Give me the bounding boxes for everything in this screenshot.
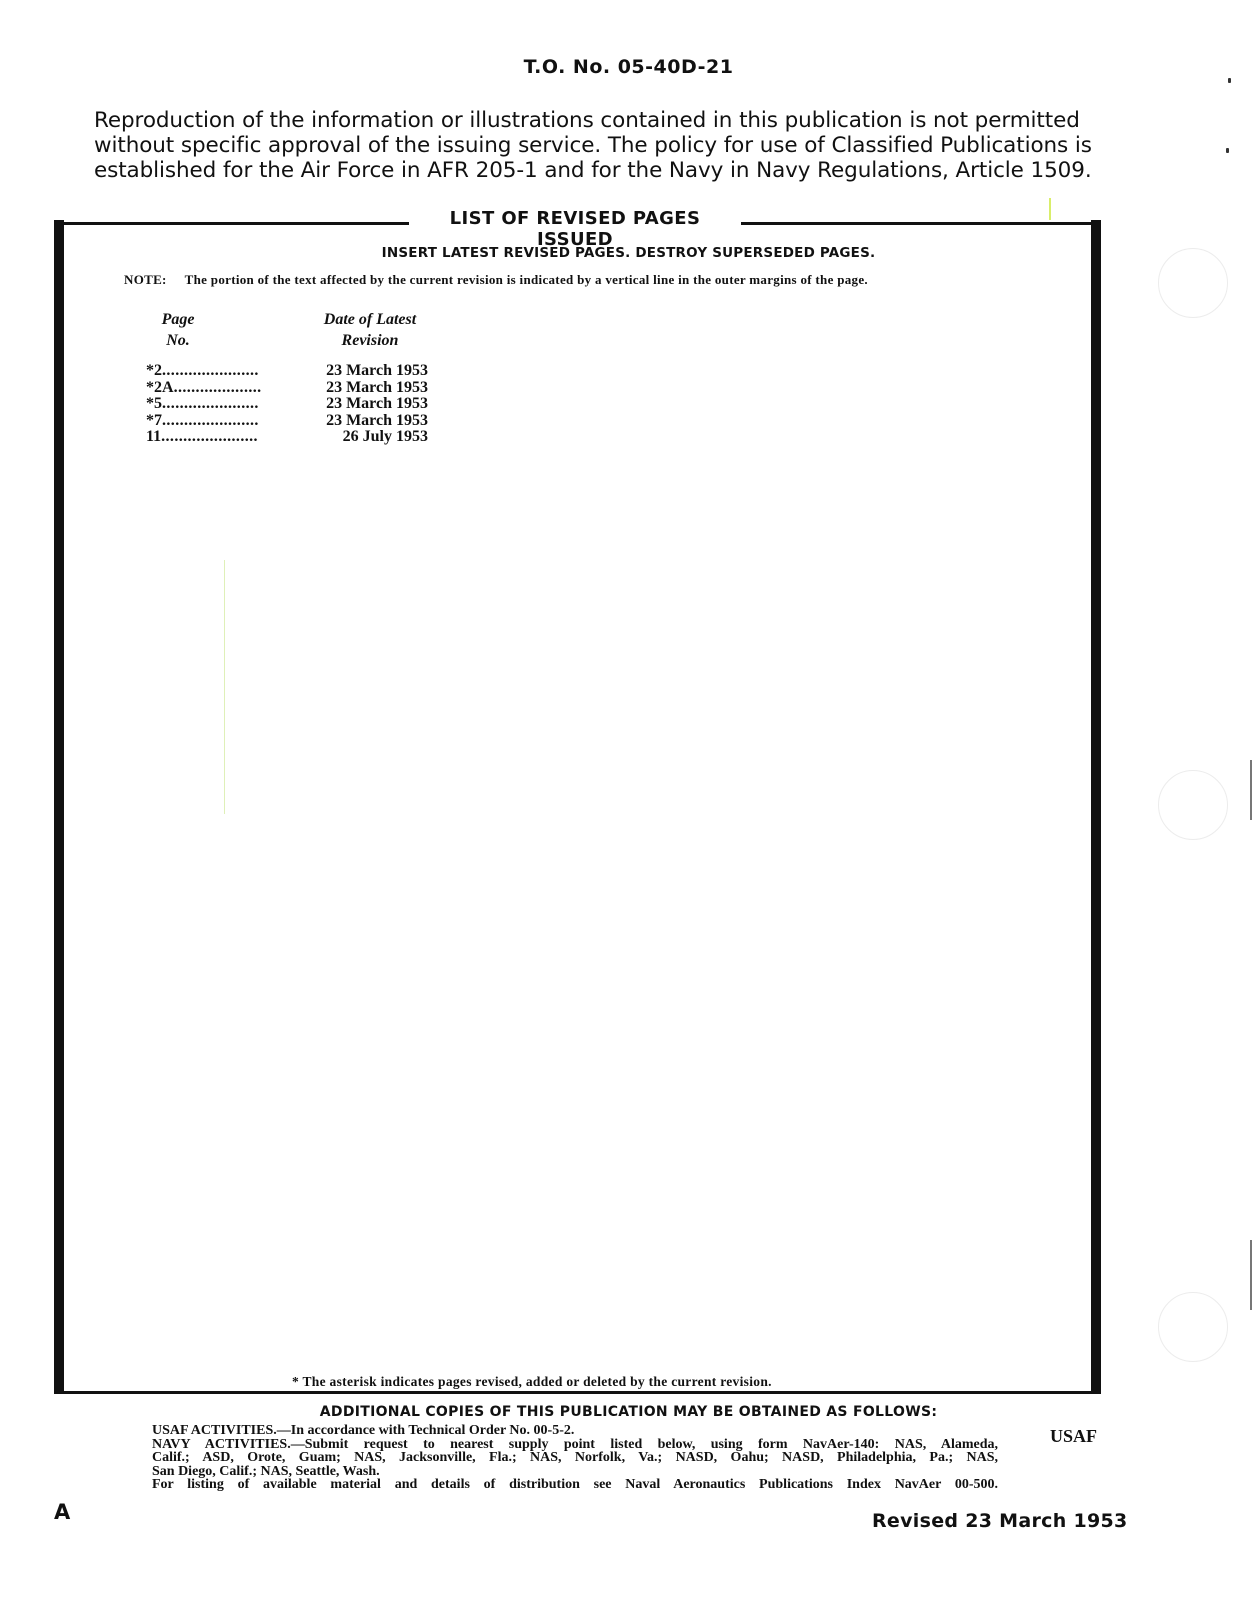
revision-note: [124, 272, 868, 288]
column-header-date: [310, 309, 430, 351]
list-item: [146, 429, 428, 446]
revised-date: Revised 23 March 1953: [872, 1510, 1128, 1532]
reproduction-notice: [94, 108, 1092, 183]
document-number: T.O. No. 05-40D-21: [523, 56, 734, 78]
column-header-page: [152, 309, 204, 351]
distribution-notice: [152, 1424, 998, 1492]
dot-leader: ......................: [162, 363, 259, 379]
reproduction-notice-line: without specific approval of the issuing service. The policy for use of Classified Publications is: [94, 133, 1092, 158]
insert-instruction: INSERT LATEST REVISED PAGES. DESTROY SUPERSEDED PAGES.: [381, 245, 876, 261]
revision-date: 26 July 1953: [342, 428, 428, 445]
distribution-line: San Diego, Calif.; NAS, Seattle, Wash.: [152, 1463, 380, 1479]
list-item: [146, 413, 428, 430]
page-letter: A: [54, 1500, 71, 1524]
usaf-label: USAF: [1050, 1426, 1098, 1446]
punch-hole: [1158, 770, 1228, 840]
highlighter-streak: [1049, 198, 1051, 220]
dot-leader: ....................: [173, 379, 262, 396]
distribution-line: For listing of available material and details of distribution see Naval Aeronautics Publications Index NavAer 00-500.: [152, 1477, 998, 1492]
revised-pages-list: [146, 363, 428, 446]
dot-leader: ......................: [162, 396, 259, 412]
page-number: *7: [146, 411, 162, 429]
paper-speck: [1228, 78, 1231, 83]
revision-date: 23 March 1953: [326, 378, 428, 396]
revision-date: 23 March 1953: [326, 411, 428, 429]
reproduction-notice-line: Reproduction of the information or illustrations contained in this publication is not permitted: [94, 108, 1080, 133]
paper-speck: [1226, 148, 1229, 153]
list-item: [146, 363, 428, 380]
box-top-rule-left: [54, 222, 409, 225]
dot-leader: ......................: [161, 429, 258, 445]
distribution-line: USAF ACTIVITIES.—In accordance with Technical Order No. 00-5-2.: [152, 1423, 575, 1438]
column-header-date-line: Date of Latest: [323, 311, 417, 328]
distribution-line: NAVY ACTIVITIES.—Submit request to nearest supply point listed below, using form NavAer-140: NAS, Alameda,: [152, 1436, 998, 1452]
edge-shadow: [1250, 1240, 1252, 1310]
column-header-date-line: Revision: [341, 332, 399, 349]
reproduction-notice-line: established for the Air Force in AFR 205-1 and for the Navy in Navy Regulations, Article 1509.: [94, 158, 1092, 183]
revision-date: 23 March 1953: [326, 362, 428, 379]
punch-hole: [1158, 248, 1228, 318]
box-top-rule-right: [741, 222, 1101, 225]
page-number: *2A: [146, 378, 174, 396]
note-label: NOTE:: [124, 272, 167, 287]
punch-hole: [1158, 1292, 1228, 1362]
page-number: *5: [146, 395, 162, 412]
column-header-page-line: No.: [166, 332, 190, 349]
note-text: The portion of the text affected by the current revision is indicated by a vertical line in the outer margins of the page.: [184, 272, 868, 287]
list-item: [146, 396, 428, 413]
page-number: *2: [146, 362, 162, 379]
list-item: [146, 380, 428, 397]
edge-shadow: [1250, 760, 1252, 820]
column-header-page-line: Page: [161, 311, 195, 328]
additional-copies-title: ADDITIONAL COPIES OF THIS PUBLICATION MAY BE OBTAINED AS FOLLOWS:: [319, 1404, 938, 1420]
highlighter-streak: [224, 560, 225, 814]
asterisk-note: * The asterisk indicates pages revised, added or deleted by the current revision.: [292, 1374, 772, 1389]
dot-leader: ......................: [162, 412, 259, 429]
revised-pages-title: LIST OF REVISED PAGES ISSUED: [449, 208, 701, 250]
revision-date: 23 March 1953: [326, 395, 428, 412]
distribution-line: Calif.; ASD, Orote, Guam; NAS, Jacksonville, Fla.; NAS, Norfolk, Va.; NASD, Oahu; NASD, Philadelphia, Pa.; NAS,: [152, 1450, 998, 1465]
page-number: 11: [146, 428, 162, 445]
